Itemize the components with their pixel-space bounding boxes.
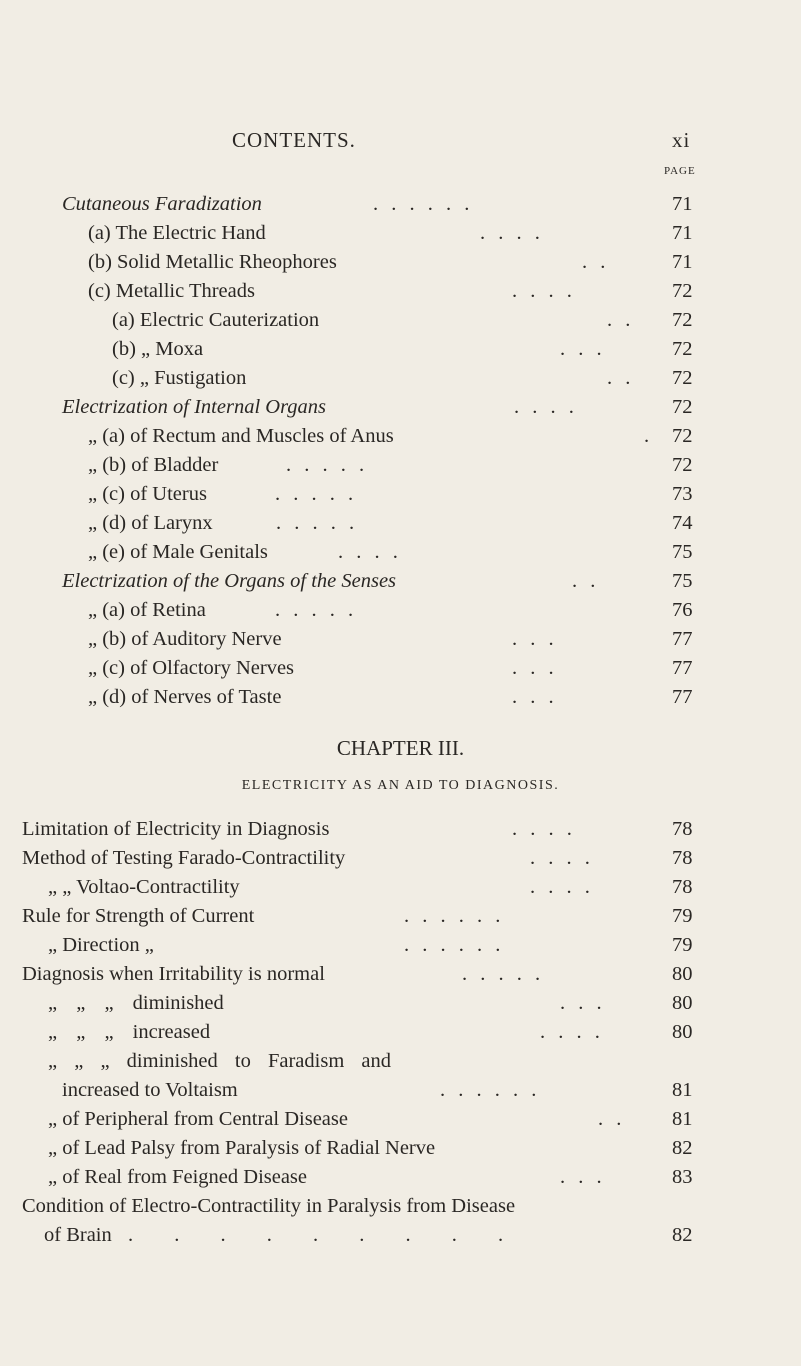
toc-entry (0, 570, 801, 594)
toc-entry-page: 72 (672, 425, 693, 447)
leader-dots: . . . . (530, 876, 594, 898)
toc-entry-page: 72 (672, 280, 693, 302)
toc-entry-page: 77 (672, 686, 693, 708)
toc-entry (0, 1195, 801, 1219)
toc-entry-page: 72 (672, 454, 693, 476)
leader-dots: . . . . (512, 280, 576, 302)
leader-dots: . . . (512, 686, 558, 708)
toc-entry (0, 512, 801, 536)
toc-entry-text: (c) Metallic Threads (88, 280, 255, 302)
toc-entry-text: „ „ „ diminished to Faradism and (48, 1050, 391, 1072)
toc-entry-page: 78 (672, 847, 693, 869)
toc-entry-page: 80 (672, 1021, 693, 1043)
toc-entry-text: (a) The Electric Hand (88, 222, 266, 244)
leader-dots: . . . . . (276, 512, 359, 534)
leader-dots: . . . . . . (440, 1079, 541, 1101)
leader-dots: . . . . (338, 541, 402, 563)
leader-dots: . . . . . (275, 483, 358, 505)
leader-dots: . . (582, 251, 610, 273)
chapter-title: CHAPTER III. (336, 736, 465, 760)
toc-entry-text: „ „ Voltao-Contractility (48, 876, 240, 898)
toc-entry (0, 541, 801, 565)
toc-entry (0, 599, 801, 623)
leader-dots: . . . . (480, 222, 544, 244)
toc-entry (0, 483, 801, 507)
toc-entry (0, 657, 801, 681)
toc-entry-text: „ of Peripheral from Central Disease (48, 1108, 348, 1130)
toc-entry-text: (b) „ Moxa (112, 338, 204, 360)
toc-entry-text: „ (d) of Nerves of Taste (88, 686, 282, 708)
toc-entry-text: „ (a) of Retina (88, 599, 206, 621)
toc-entry-text: Electrization of the Organs of the Senses (62, 570, 397, 592)
toc-entry-page: 80 (672, 963, 693, 985)
toc-entry-text: „ (c) of Uterus (88, 483, 207, 505)
leader-dots: . . . (512, 657, 558, 679)
toc-entry-text: (c) „ Fustigation (112, 367, 247, 389)
toc-entry (0, 454, 801, 478)
toc-entry-page: 78 (672, 818, 693, 840)
leader-dots: . . . . . (286, 454, 369, 476)
toc-entry-text: „ (d) of Larynx (88, 512, 213, 534)
toc-entry-text: „ of Lead Palsy from Paralysis of Radial Nerve (48, 1137, 436, 1159)
toc-entry (0, 1224, 801, 1248)
toc-entry-page: 79 (672, 905, 693, 927)
toc-entry (0, 396, 801, 420)
toc-entry (0, 280, 801, 304)
toc-entry-page: 75 (672, 570, 693, 592)
leader-dots: . . . . (530, 847, 594, 869)
toc-entry-text: Rule for Strength of Current (22, 905, 255, 927)
toc-entry-text: „ „ „ increased (48, 1021, 211, 1043)
toc-entry-text: increased to Voltaism (62, 1079, 238, 1101)
leader-dots: . . . . . . (373, 193, 474, 215)
toc-entry-page: 81 (672, 1108, 693, 1130)
toc-entry-text: (a) Electric Cauterization (112, 309, 320, 331)
leader-dots: . . . . (540, 1021, 604, 1043)
leader-dots: . . . . . . (404, 934, 505, 956)
toc-entry (0, 876, 801, 900)
toc-entry (0, 1108, 801, 1132)
toc-entry-page: 74 (672, 512, 693, 534)
toc-entry (0, 367, 801, 391)
toc-entry-page: 71 (672, 251, 693, 273)
toc-entry-page: 82 (672, 1137, 693, 1159)
toc-entry-page: 78 (672, 876, 693, 898)
toc-entry (0, 1021, 801, 1045)
leader-dots: . . (607, 309, 635, 331)
toc-entry-page: 77 (672, 657, 693, 679)
toc-entry (0, 818, 801, 842)
toc-entry-text: „ (c) of Olfactory Nerves (88, 657, 295, 679)
leader-dots: . . . . . . (404, 905, 505, 927)
toc-entry-text: „ (e) of Male Genitals (88, 541, 268, 563)
toc-entry-page: 72 (672, 396, 693, 418)
toc-entry (0, 193, 801, 217)
toc-entry (0, 1079, 801, 1103)
page-column-label: PAGE (664, 165, 696, 177)
toc-entry (0, 628, 801, 652)
toc-entry-text: Diagnosis when Irritability is normal (22, 963, 325, 985)
toc-entry-page: 83 (672, 1166, 693, 1188)
toc-entry-page: 76 (672, 599, 693, 621)
toc-entry-text: Limitation of Electricity in Diagnosis (22, 818, 330, 840)
chapter-subtitle: ELECTRICITY AS AN AID TO DIAGNOSIS. (241, 778, 560, 793)
running-header-title: CONTENTS. (232, 128, 356, 152)
toc-entry-page: 72 (672, 367, 693, 389)
toc-entry-page: 82 (672, 1224, 693, 1246)
toc-entry (0, 338, 801, 362)
toc-entry-text: „ Direction „ (48, 934, 154, 956)
toc-entry-text: „ (b) of Bladder (88, 454, 219, 476)
toc-entry (0, 963, 801, 987)
toc-entry (0, 1050, 801, 1074)
leader-dots: . . (607, 367, 635, 389)
toc-entry-page: 73 (672, 483, 693, 505)
toc-entry-text: Condition of Electro-Contractility in Paralysis from Disease (22, 1195, 516, 1217)
toc-entry (0, 425, 801, 449)
toc-entry-page: 77 (672, 628, 693, 650)
toc-entry-text: „ (b) of Auditory Nerve (88, 628, 282, 650)
toc-entry-page: 72 (672, 309, 693, 331)
toc-entry (0, 222, 801, 246)
leader-dots: . . . . . (462, 963, 545, 985)
toc-entry (0, 1166, 801, 1190)
leader-dots: . . (572, 570, 600, 592)
toc-entry-text: of Brain (44, 1224, 112, 1246)
leader-dots: . (644, 425, 654, 447)
toc-entry-page: 75 (672, 541, 693, 563)
toc-entry-text: „ of Real from Feigned Disease (48, 1166, 308, 1188)
toc-entry (0, 847, 801, 871)
leader-dots: . . . (560, 338, 606, 360)
page-number: xi (672, 128, 691, 152)
leader-dots: . . . (560, 992, 606, 1014)
leader-dots: . . (598, 1108, 626, 1130)
leader-dots: . . . . . (275, 599, 358, 621)
toc-entry (0, 934, 801, 958)
toc-entry-page: 71 (672, 193, 693, 215)
leader-dots: . . . . . . . . . (128, 1224, 522, 1246)
toc-entry-page: 72 (672, 338, 693, 360)
toc-entry-text: Electrization of Internal Organs (62, 396, 327, 418)
leader-dots: . . . (560, 1166, 606, 1188)
toc-entry-text: (b) Solid Metallic Rheophores (88, 251, 337, 273)
toc-entry (0, 251, 801, 275)
toc-entry (0, 905, 801, 929)
leader-dots: . . . . (514, 396, 578, 418)
toc-entry-page: 71 (672, 222, 693, 244)
toc-entry-page: 80 (672, 992, 693, 1014)
leader-dots: . . . (512, 628, 558, 650)
toc-entry (0, 686, 801, 710)
toc-entry (0, 309, 801, 333)
toc-entry (0, 1137, 801, 1161)
toc-entry-page: 81 (672, 1079, 693, 1101)
leader-dots: . . . . (512, 818, 576, 840)
toc-entry-text: „ „ „ diminished (48, 992, 224, 1014)
toc-entry-text: Cutaneous Faradization (62, 193, 262, 215)
toc-entry-text: „ (a) of Rectum and Muscles of Anus (88, 425, 394, 447)
toc-entry-page: 79 (672, 934, 693, 956)
toc-entry (0, 992, 801, 1016)
toc-entry-text: Method of Testing Farado-Contractility (22, 847, 346, 869)
